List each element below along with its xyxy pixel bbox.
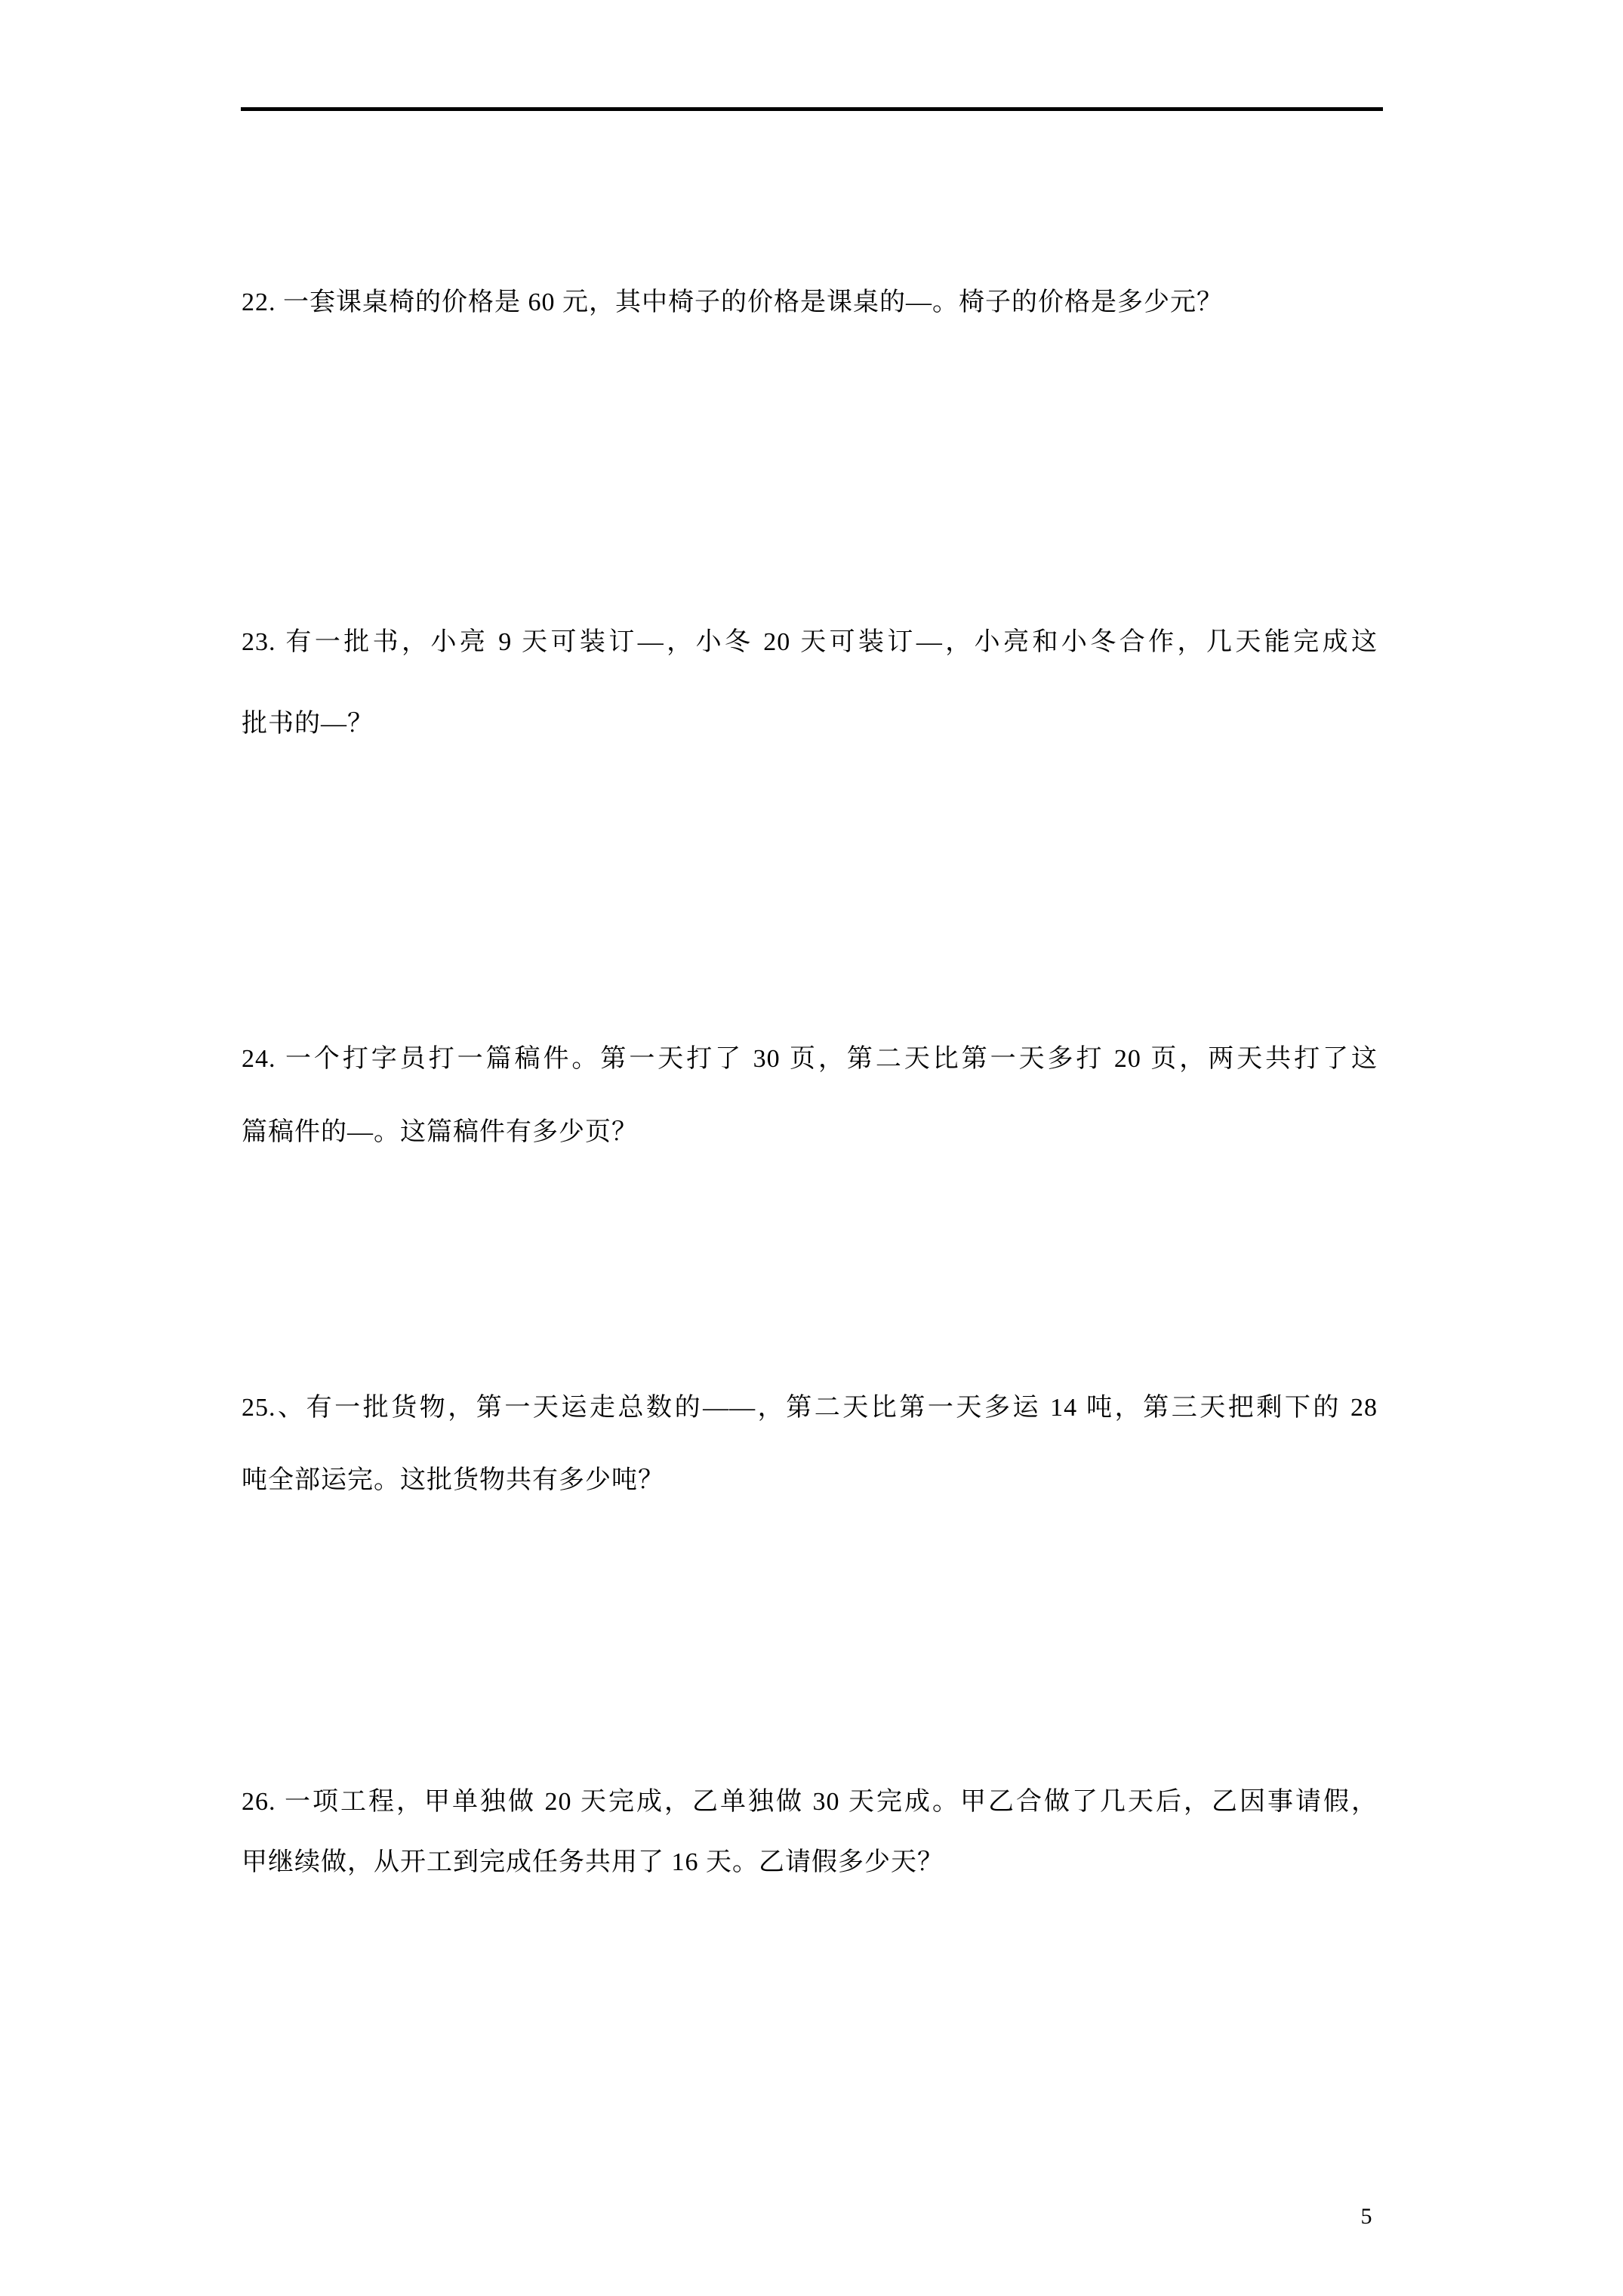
question-23-line-1: 23. 有一批书，小亮 9 天可装订—，小冬 20 天可装订—，小亮和小冬合作，几天能完成这 xyxy=(242,628,1378,656)
question-25-line-2: 吨全部运完。这批货物共有多少吨？ xyxy=(242,1466,664,1494)
question-26-line-2: 甲继续做，从开工到完成任务共用了 16 天。乙请假多少天？ xyxy=(242,1848,944,1876)
question-25-line-1: 25.、有一批货物，第一天运走总数的——，第二天比第一天多运 14 吨，第三天把剩下的 28 xyxy=(242,1394,1378,1422)
question-26-line-1: 26. 一项工程，甲单独做 20 天完成，乙单独做 30 天完成。甲乙合做了几天后，乙因事请假， xyxy=(242,1788,1378,1816)
question-24-line-2: 篇稿件的—。这篇稿件有多少页？ xyxy=(242,1118,638,1146)
question-24-line-1: 24. 一个打字员打一篇稿件。第一天打了 30 页，第二天比第一天多打 20 页，两天共打了这 xyxy=(242,1045,1378,1073)
question-22-line-1: 22. 一套课桌椅的价格是 60 元，其中椅子的价格是课桌的—。椅子的价格是多少元？ xyxy=(242,288,1223,316)
question-23-line-2: 批书的—？ xyxy=(242,710,374,738)
page-number: 5 xyxy=(1360,2204,1372,2229)
header-rule xyxy=(241,107,1383,111)
